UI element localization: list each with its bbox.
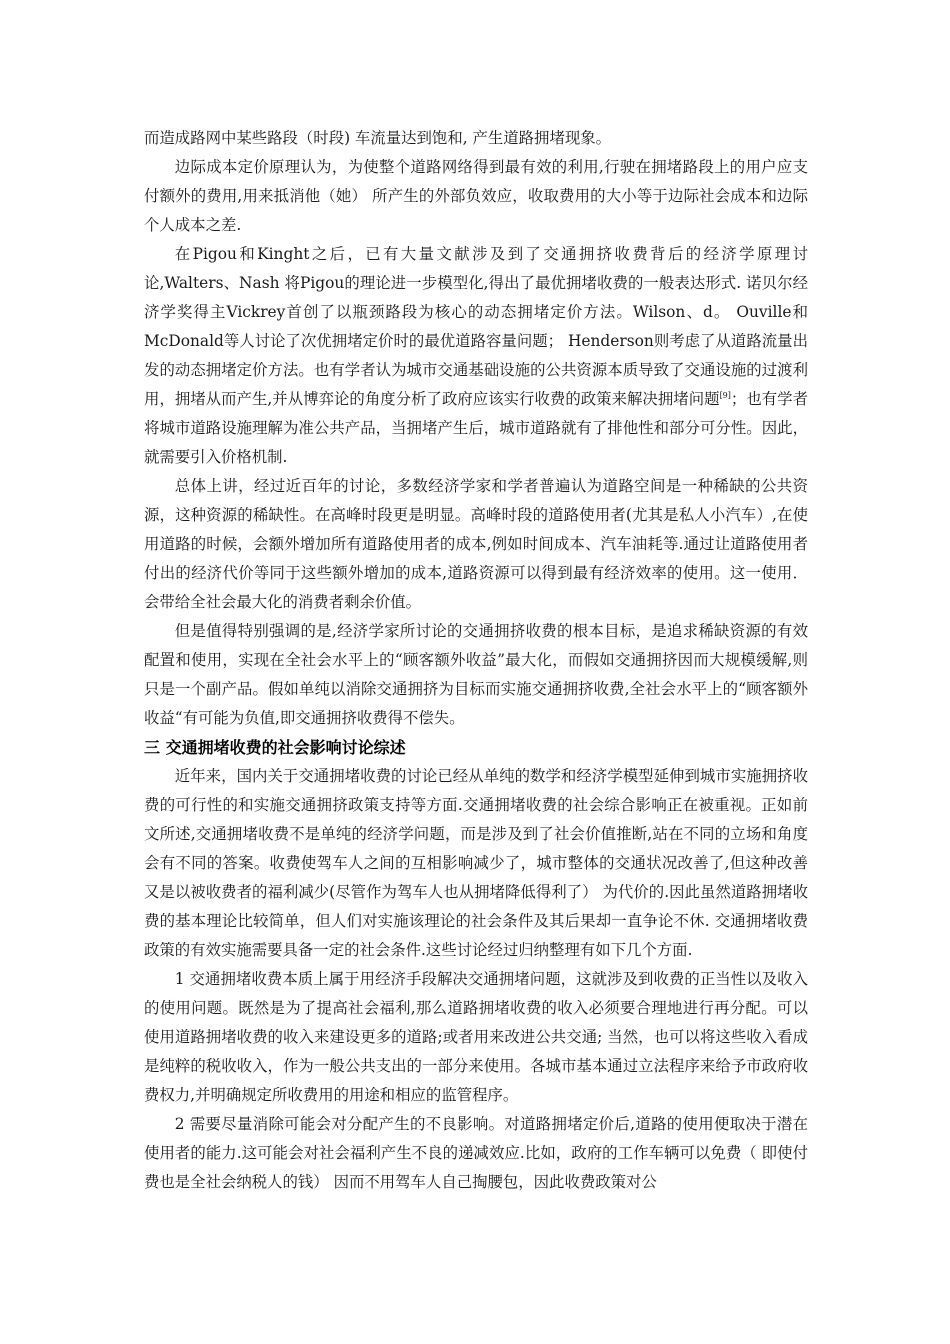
paragraph-marginal-cost-pricing: 边际成本定价原理认为，为使整个道路网络得到最有效的利用,行驶在拥堵路段上的用户应支付额外的费用,用来抵消他（她） 所产生的外部负效应，收取费用的大小等于边际社会成本和边际个人成本之差. [144, 158, 808, 234]
paragraph-point-1: 1 交通拥堵收费本质上属于用经济手段解决交通拥堵问题，这就涉及到收费的正当性以及收入的使用问题。既然是为了提高社会福利,那么道路拥堵收费的收入必须要合理地进行再分配。可以使用道路拥堵收费的收入来建设更多的道路;或者用来改进公共交通; 当然，也可以将这些收入看成是纯粹的税收收入，作为一般公共支出的一部分来使用。各城市基本通过立法程序来给予市政府收费权力,并明确规定所收费用的用途和相应的监管程序。 [144, 970, 808, 1104]
paragraph-fundamental-goal: 但是值得特别强调的是,经济学家所讨论的交通拥挤收费的根本目标，是追求稀缺资源的有效配置和使用，实现在全社会水平上的“顾客额外收益”最大化，而假如交通拥挤因而大规模缓解,则只是一个副产品。假如单纯以消除交通拥挤为目标而实施交通拥挤收费,全社会水平上的“顾客额外收益“有可能为负值,即交通拥挤收费得不偿失。 [144, 622, 808, 727]
paragraph-scarce-resource: 总体上讲，经过近百年的讨论，多数经济学家和学者普遍认为道路空间是一种稀缺的公共资源，这种资源的稀缺性。在高峰时段更是明显。高峰时段的道路使用者(尤其是私人小汽车）,在使用道路的时候，会额外增加所有道路使用者的成本,例如时间成本、汽车油耗等.通过让道路使用者付出的经济代价等同于这些额外增加的成本,道路资源可以得到最有经济效率的使用。这一使用．会带给全社会最大化的消费者剩余价值。 [144, 477, 808, 611]
paragraph-social-impact: 近年来，国内关于交通拥堵收费的讨论已经从单纯的数学和经济学模型延伸到城市实施拥挤收费的可行性的和实施交通拥挤政策支持等方面.交通拥堵收费的社会综合影响正在被重视。正如前文所述,交通拥堵收费不是单纯的经济学问题，而是涉及到了社会价值推断,站在不同的立场和角度会有不同的答案。收费使驾车人之间的互相影响减少了，城市整体的交通状况改善了,但这种改善又是以被收费者的福利减少(尽管作为驾车人也从拥堵降低得利了） 为代价的.因此虽然道路拥堵收费的基本理论比较简单，但人们对实施该理论的社会条件及其后果却一直争论不休. 交通拥堵收费政策的有效实施需要具备一定的社会条件.这些讨论经过归纳整理有如下几个方面. [144, 767, 808, 959]
document-body [144, 124, 808, 1197]
section-heading: 三 交通拥堵收费的社会影响讨论综述 [144, 738, 406, 757]
paragraph-continuation: 而造成路网中某些路段（时段) 车流量达到饱和, 产生道路拥堵现象。 [144, 129, 612, 147]
paragraph-literature-review-text: 在Pigou和Kinght之后，已有大量文献涉及到了交通拥挤收费背后的经济学原理讨论,Walters、Nash 将Pigou的理论进一步模型化,得出了最优拥堵收费的一般表达形式. 诺贝尔经济学奖得主Vickrey首创了以瓶颈路段为核心的动态拥堵定价方法。Wilson、d。 Ouville和McDonald等人讨论了次优拥堵定价时的最优道路容量问题； Henderson则考虑了从道路流量出发的动态拥堵定价方法。也有学者认为城市交通基础设施的公共资源本质导致了交通设施的过渡利用，拥堵从而产生,并从博弈论的角度分析了政府应该实行收费的政策来解决拥堵问题 [144, 245, 808, 408]
paragraph-point-2: 2 需要尽量消除可能会对分配产生的不良影响。对道路拥堵定价后,道路的使用便取决于潜在使用者的能力.这可能会对社会福利产生不良的递减效应.比如，政府的工作车辆可以免费（ 即使付费也是全社会纳税人的钱） 因而不用驾车人自己掏腰包，因此收费政策对公 [144, 1115, 808, 1191]
citation-superscript: [9] [719, 390, 731, 400]
paragraph-literature-review [144, 240, 808, 472]
paragraph-literature-review-text-end: ；也有学者将城市道路设施理解为准公共产品，当拥堵产生后，城市道路就有了排他性和部分可分性。因此，就需要引入价格机制. [144, 390, 808, 466]
